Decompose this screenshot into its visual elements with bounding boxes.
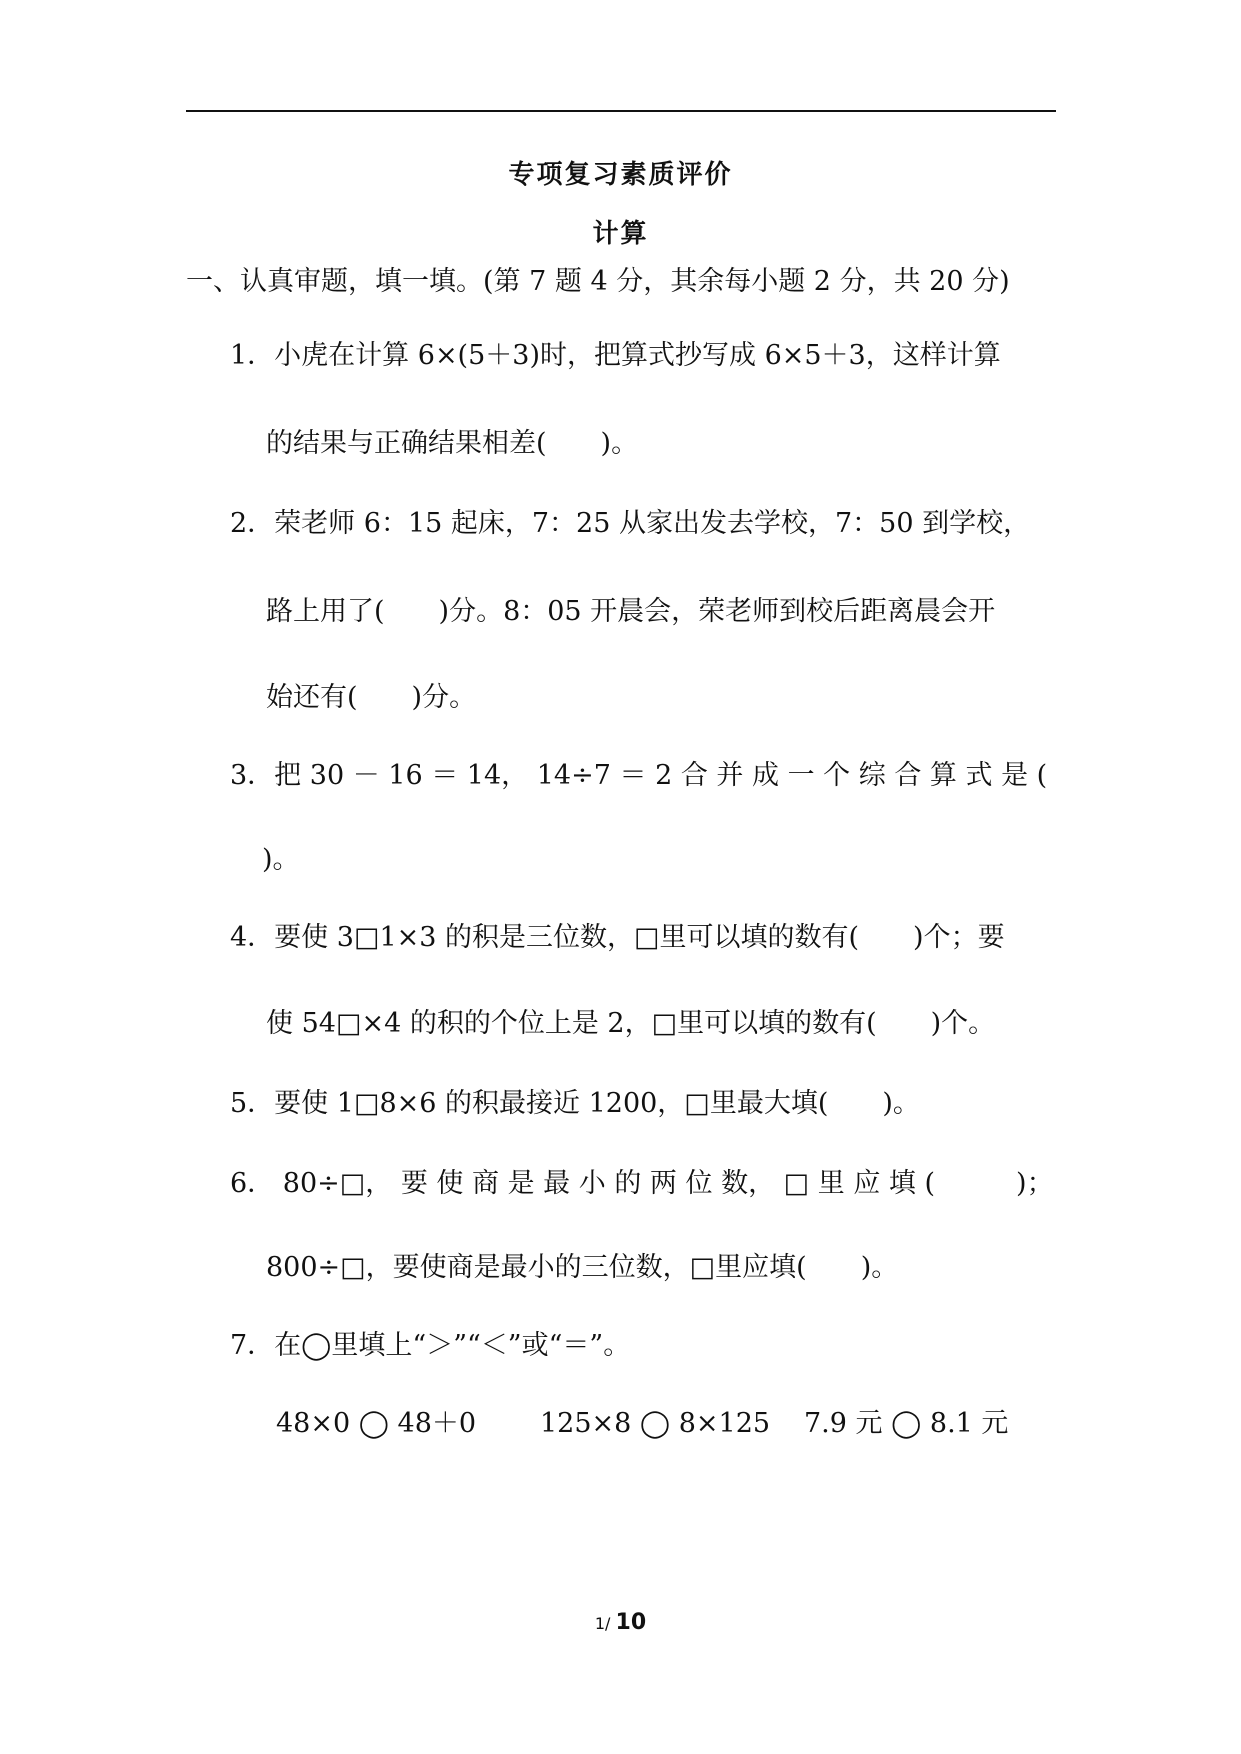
question-6-line-1: 6． 80÷□， 要 使 商 是 最 小 的 两 位 数， □ 里 应 填 ( )；	[230, 1168, 1054, 1199]
question-7-line-1: 7．在◯里填上“＞”“＜”或“＝”。	[230, 1330, 631, 1361]
question-3-line-1: 3．把 30 － 16 ＝ 14， 14÷7 ＝ 2 合 并 成 一 个 综 合 算 式 是 (	[230, 760, 1048, 791]
question-1-line-1: 1．小虎在计算 6×(5＋3)时，把算式抄写成 6×5＋3，这样计算	[230, 340, 1001, 371]
question-5-line-1: 5．要使 1□8×6 的积最接近 1200，□里最大填( )。	[230, 1088, 920, 1119]
question-3-line-2: )。	[262, 844, 300, 875]
question-7-item-1: 48×0 ◯ 48＋0	[276, 1408, 477, 1439]
page-total: 10	[615, 1610, 647, 1635]
page-title: 专项复习素质评价	[508, 160, 733, 190]
question-2-line-3: 始还有( )分。	[266, 682, 477, 713]
page-current: 1/	[594, 1614, 611, 1633]
section-heading: 一、认真审题，填一填。(第 7 题 4 分，其余每小题 2 分，共 20 分)	[186, 266, 1010, 297]
question-4-line-2: 使 54□×4 的积的个位上是 2，□里可以填的数有( )个。	[266, 1008, 996, 1039]
question-2-line-2: 路上用了( )分。8：05 开晨会，荣老师到校后距离晨会开	[266, 596, 996, 627]
question-7-item-2: 125×8 ◯ 8×125	[540, 1408, 771, 1439]
question-2-line-1: 2．荣老师 6：15 起床，7：25 从家出发去学校，7：50 到学校，	[230, 508, 1031, 539]
question-4-line-1: 4．要使 3□1×3 的积是三位数，□里可以填的数有( )个；要	[230, 922, 1005, 953]
header-rule	[186, 110, 1056, 112]
page-number	[0, 1610, 1241, 1635]
question-6-line-2: 800÷□，要使商是最小的三位数，□里应填( )。	[266, 1252, 899, 1283]
question-7-item-3: 7.9 元 ◯ 8.1 元	[804, 1408, 1009, 1439]
page-subtitle: 计算	[592, 219, 649, 249]
question-1-line-2: 的结果与正确结果相差( )。	[266, 428, 639, 459]
